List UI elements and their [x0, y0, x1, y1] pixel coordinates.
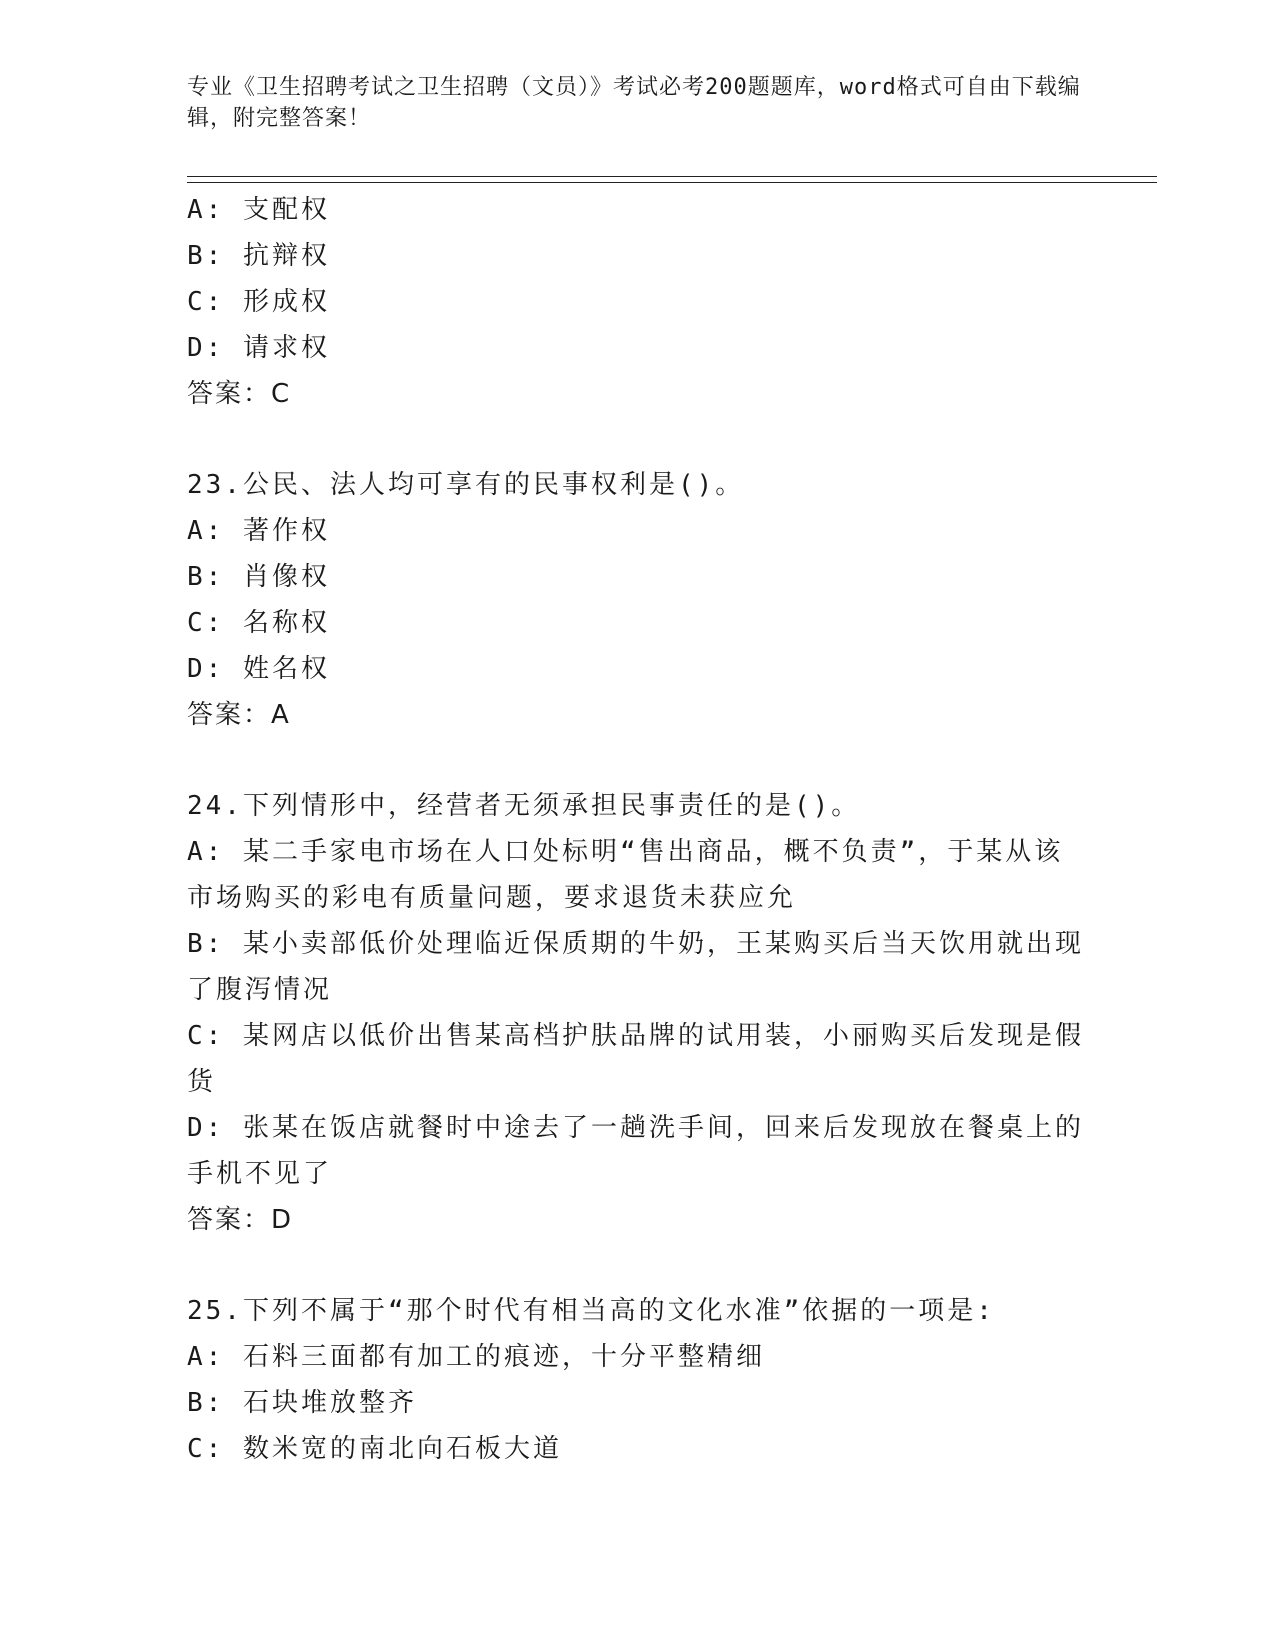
question-text: 25.下列不属于“那个时代有相当高的文化水准”依据的一项是: — [187, 1296, 995, 1326]
option-c: C: 形成权 — [187, 287, 330, 317]
option-c: C: 数米宽的南北向石板大道 — [187, 1434, 562, 1464]
question-22 — [187, 187, 1087, 417]
option-b: B: 抗辩权 — [187, 241, 330, 271]
option-a: A: 支配权 — [187, 195, 330, 225]
header-divider-bottom — [187, 182, 1157, 183]
option-b: B: 石块堆放整齐 — [187, 1388, 417, 1418]
option-c: C: 名称权 — [187, 608, 330, 638]
option-a: A: 石料三面都有加工的痕迹，十分平整精细 — [187, 1342, 765, 1372]
question-text: 24.下列情形中，经营者无须承担民事责任的是()。 — [187, 791, 861, 821]
option-d: D: 姓名权 — [187, 654, 330, 684]
question-25 — [187, 1288, 1087, 1472]
option-a: A: 某二手家电市场在人口处标明“售出商品，概不负责”，于某从该市场购买的彩电有质量问题，要求退货未获应允 — [187, 837, 1064, 913]
option-d: D: 张某在饭店就餐时中途去了一趟洗手间，回来后发现放在餐桌上的手机不见了 — [187, 1113, 1084, 1189]
option-b: B: 肖像权 — [187, 562, 330, 592]
option-b: B: 某小卖部低价处理临近保质期的牛奶，王某购买后当天饮用就出现了腹泻情况 — [187, 929, 1084, 1005]
question-23 — [187, 462, 1087, 738]
question-24 — [187, 783, 1087, 1243]
answer-label: 答案：D — [187, 1205, 294, 1235]
header-divider-top — [187, 176, 1157, 177]
option-d: D: 请求权 — [187, 333, 330, 363]
document-header: 专业《卫生招聘考试之卫生招聘（文员）》考试必考200题题库，word格式可自由下载编辑，附完整答案！ — [187, 75, 1081, 131]
option-c: C: 某网店以低价出售某高档护肤品牌的试用装，小丽购买后发现是假货 — [187, 1021, 1084, 1097]
answer-label: 答案：A — [187, 700, 291, 730]
question-content — [187, 187, 1087, 1472]
answer-label: 答案：C — [187, 379, 292, 409]
question-text: 23.公民、法人均可享有的民事权利是()。 — [187, 470, 745, 500]
option-a: A: 著作权 — [187, 516, 330, 546]
